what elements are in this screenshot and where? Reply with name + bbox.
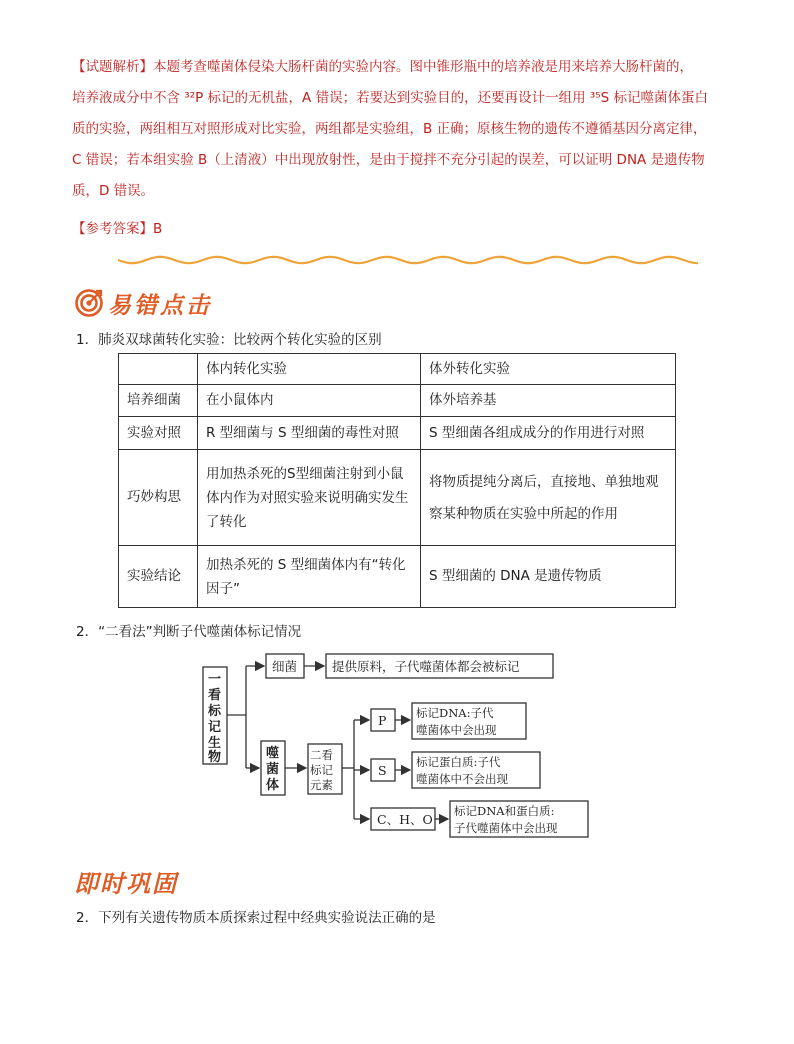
p-result-line: 噬菌体中会出现 — [416, 723, 497, 737]
p-label: P — [378, 713, 387, 728]
table-cell: 培养细菌 — [119, 385, 198, 417]
cho-label: C、H、O — [377, 812, 433, 827]
root-char: 记 — [208, 720, 222, 735]
second-look-line: 二看 — [310, 748, 333, 762]
phage-char: 体 — [266, 778, 280, 793]
comparison-table — [118, 353, 676, 608]
analysis-line-1: 【试题解析】本题考查噬菌体侵染大肠杆菌的实验内容。图中锥形瓶中的培养液是用来培养大肠杆菌的， — [72, 59, 693, 75]
bacteria-label: 细菌 — [272, 659, 298, 674]
p-result-line: 标记DNA:子代 — [416, 706, 494, 720]
bacteria-result: 提供原料，子代噬菌体都会被标记 — [332, 659, 520, 674]
table-cell: 在小鼠体内 — [198, 385, 421, 417]
error-prone-banner — [74, 283, 212, 323]
s-result-line: 噬菌体中不会出现 — [416, 772, 508, 786]
table-row — [119, 546, 676, 608]
root-char: 物 — [208, 750, 222, 765]
table-header-cell: 体内转化实验 — [198, 354, 421, 385]
table-cell: 巧妙构思 — [119, 450, 198, 546]
table-cell: 体外培养基 — [421, 385, 676, 417]
analysis-line-3: 质的实验，两组相互对照形成对比实验，两组都是实验组，B 正确；原核生物的遗传不遵循基因分离定律， — [72, 121, 707, 137]
analysis-line-4: C 错误；若本组实验 B（上清液）中出现放射性，是由于搅拌不充分引起的误差，可以证明 DNA 是遗传物 — [72, 152, 705, 168]
answer-tag: 【参考答案】 — [72, 221, 153, 237]
analysis-line-5: 质，D 错误。 — [72, 183, 155, 199]
table-cell: 将物质提纯分离后，直接地、单独地观察某种物质在实验中所起的作用 — [421, 450, 676, 546]
root-char: 看 — [208, 688, 222, 703]
analysis-tag: 【试题解析】 — [72, 59, 153, 75]
phage-char: 菌 — [266, 762, 280, 777]
table-cell: 实验结论 — [119, 546, 198, 608]
phage-char: 噬 — [266, 746, 280, 761]
s-label: S — [378, 763, 387, 778]
consolidation-title: 即时巩固 — [74, 869, 178, 898]
flow-diagram — [202, 651, 602, 843]
table-row — [119, 450, 676, 546]
table-row — [119, 385, 676, 417]
table-header-cell: 体外转化实验 — [421, 354, 676, 385]
analysis-paragraph — [72, 52, 722, 207]
root-char: 生 — [208, 736, 222, 751]
table-header-cell — [119, 354, 198, 385]
table-cell: 用加热杀死的S型细菌注射到小鼠体内作为对照实验来说明确实发生了转化 — [198, 450, 421, 546]
root-char: 一 — [208, 672, 222, 687]
analysis-line-2: 培养液成分中不含 ³²P 标记的无机盐，A 错误；若要达到实验目的，还要再设计一组用 ³⁵S 标记噬菌体蛋白 — [72, 90, 709, 106]
table-cell: S 型细菌各组成成分的作用进行对照 — [421, 417, 676, 450]
table-row — [119, 417, 676, 450]
cho-result-line: 子代噬菌体中会出现 — [454, 821, 558, 835]
answer-value: B — [153, 221, 163, 237]
table-cell: 加热杀死的 S 型细菌体内有“转化因子” — [198, 546, 421, 608]
banner-title: 易错点击 — [108, 291, 212, 319]
item-1-title: 1．肺炎双球菌转化实验：比较两个转化实验的区别 — [76, 332, 382, 348]
second-look-line: 标记 — [310, 763, 333, 777]
reference-answer — [72, 214, 162, 245]
second-look-line: 元素 — [310, 778, 333, 792]
wave-divider — [118, 253, 698, 267]
table-cell: 实验对照 — [119, 417, 198, 450]
table-header-row — [119, 354, 676, 385]
question-text: 2．下列有关遗传物质本质探索过程中经典实验说法正确的是 — [76, 910, 436, 926]
table-cell: S 型细菌的 DNA 是遗传物质 — [421, 546, 676, 608]
s-result-line: 标记蛋白质:子代 — [416, 755, 501, 769]
root-char: 标 — [208, 704, 222, 719]
table-cell: R 型细菌与 S 型细菌的毒性对照 — [198, 417, 421, 450]
item-2-title: 2．“二看法”判断子代噬菌体标记情况 — [76, 624, 302, 640]
cho-result-line: 标记DNA和蛋白质: — [454, 804, 555, 818]
target-icon — [74, 288, 104, 318]
consolidation-banner — [74, 864, 178, 898]
